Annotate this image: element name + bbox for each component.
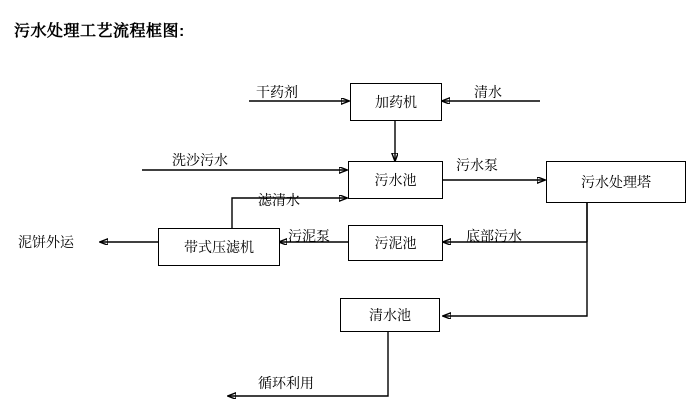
node-belt-filter-press-label: 带式压滤机 bbox=[184, 239, 254, 255]
node-clear-water-pool[interactable] bbox=[340, 298, 440, 332]
node-treatment-tower[interactable] bbox=[546, 161, 686, 203]
node-sludge-pool[interactable] bbox=[348, 225, 443, 261]
node-dosing-machine[interactable] bbox=[350, 83, 442, 121]
edge-label-sand-washing-sewage: 洗沙污水 bbox=[172, 152, 228, 168]
page-title: 污水处理工艺流程框图: bbox=[14, 23, 185, 40]
node-sewage-pool-label: 污水池 bbox=[374, 172, 417, 188]
edge-label-recycle-use: 循环利用 bbox=[258, 375, 314, 391]
node-belt-filter-press[interactable] bbox=[158, 228, 280, 266]
node-dosing-machine-label: 加药机 bbox=[375, 94, 417, 110]
edge-label-sewage-pump: 污水泵 bbox=[456, 157, 498, 173]
node-treatment-tower-label: 污水处理塔 bbox=[581, 174, 651, 190]
edge-label-mud-cake-transport: 泥饼外运 bbox=[18, 234, 74, 250]
edge-label-dry-agent: 干药剂 bbox=[256, 84, 298, 100]
edge-label-filtrate-water: 滤清水 bbox=[258, 192, 300, 208]
edge-label-sludge-pump: 污泥泵 bbox=[288, 228, 330, 244]
edge-label-clean-water: 清水 bbox=[474, 84, 502, 100]
node-clear-water-pool-label: 清水池 bbox=[369, 307, 411, 323]
edge-label-bottom-sewage: 底部污水 bbox=[466, 228, 522, 244]
node-sludge-pool-label: 污泥池 bbox=[374, 235, 417, 251]
node-sewage-pool[interactable] bbox=[348, 161, 443, 199]
